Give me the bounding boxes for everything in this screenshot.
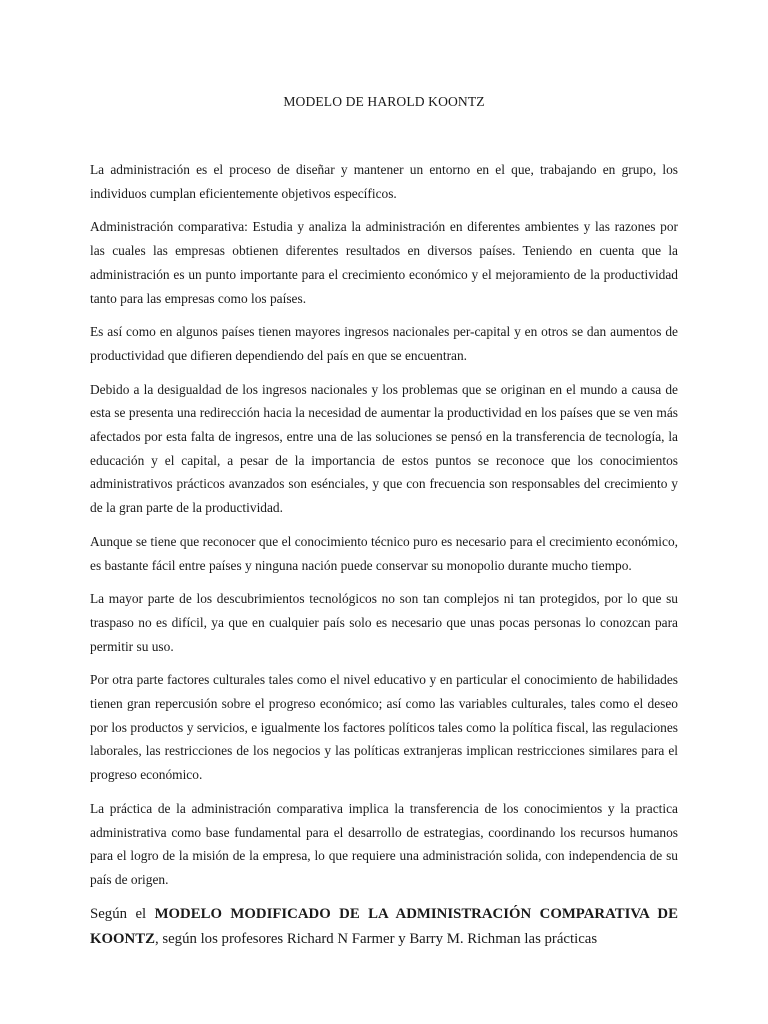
paragraph-8: La práctica de la administración comparativa implica la transferencia de los conocimientos y la practica administrativa como base fundamental para el desarrollo de estrategias, coordinando los recursos humanos para el logro de la misión de la empresa, lo que requiere una administración solida, con independencia de su país de origen.	[90, 800, 678, 887]
paragraph-9-rest: , según los profesores Richard N Farmer y Barry M. Richman las prácticas	[154, 930, 598, 947]
paragraph-9-lead: Según el	[90, 905, 155, 922]
paragraph-3: Es así como en algunos países tienen mayores ingresos nacionales per-capital y en otros se dan aumentos de productividad que difieren dependiendo del país en que se encuentran.	[90, 324, 678, 363]
document-title: MODELO DE HAROLD KOONTZ	[283, 94, 485, 109]
paragraph-7: Por otra parte factores culturales tales como el nivel educativo y en particular el conocimiento de habilidades tienen gran repercusión sobre el progreso económico; así como las variables culturales, tales como el deseo por los productos y servicios, e igualmente los factores políticos tales como la política fiscal, las regulaciones laborales, las restricciones de los negocios y las políticas extranjeras implican restricciones similares para el progreso económico.	[90, 672, 678, 783]
paragraph-9-model-name: MODELO MODIFICADO DE LA ADMINISTRACIÓN COMPARATIVA DE KOONTZ	[90, 905, 678, 947]
document-page	[90, 0, 678, 1024]
paragraph-5: Aunque se tiene que reconocer que el conocimiento técnico puro es necesario para el crecimiento económico, es bastante fácil entre países y ninguna nación puede conservar su monopolio durante mucho tiempo.	[90, 533, 678, 573]
paragraph-1: La administración es el proceso de diseñar y mantener un entorno en el que, trabajando en grupo, los individuos cumplan eficientemente objetivos específicos.	[90, 162, 678, 201]
paragraph-4: Debido a la desigualdad de los ingresos nacionales y los problemas que se originan en el mundo a causa de esta se presenta una redirección hacia la necesidad de aumentar la productividad en los países que se ven más afectados por esta falta de ingresos, entre una de las soluciones se pensó en la transferencia de tecnología, la educación y el capital, a pesar de la importancia de estos puntos se reconoce que los conocimientos administrativos prácticos avanzados son esénciales, y que con frecuencia son responsables del crecimiento y de la gran parte de la productividad.	[90, 381, 678, 516]
document-body	[90, 158, 678, 962]
paragraph-9	[90, 902, 678, 952]
paragraph-6: La mayor parte de los descubrimientos tecnológicos no son tan complejos ni tan protegidos, por lo que su traspaso no es difícil, ya que en cualquier país solo es necesario que unas pocas personas lo conozcan para permitir su uso.	[90, 591, 678, 654]
paragraph-2: Administración comparativa: Estudia y analiza la administración en diferentes ambientes y las razones por las cuales las empresas obtienen diferentes resultados en diversos países. Teniendo en cuenta que la administración es un punto importante para el crecimiento económico y el mejoramiento de la productividad tanto para las empresas como los países.	[90, 219, 678, 306]
